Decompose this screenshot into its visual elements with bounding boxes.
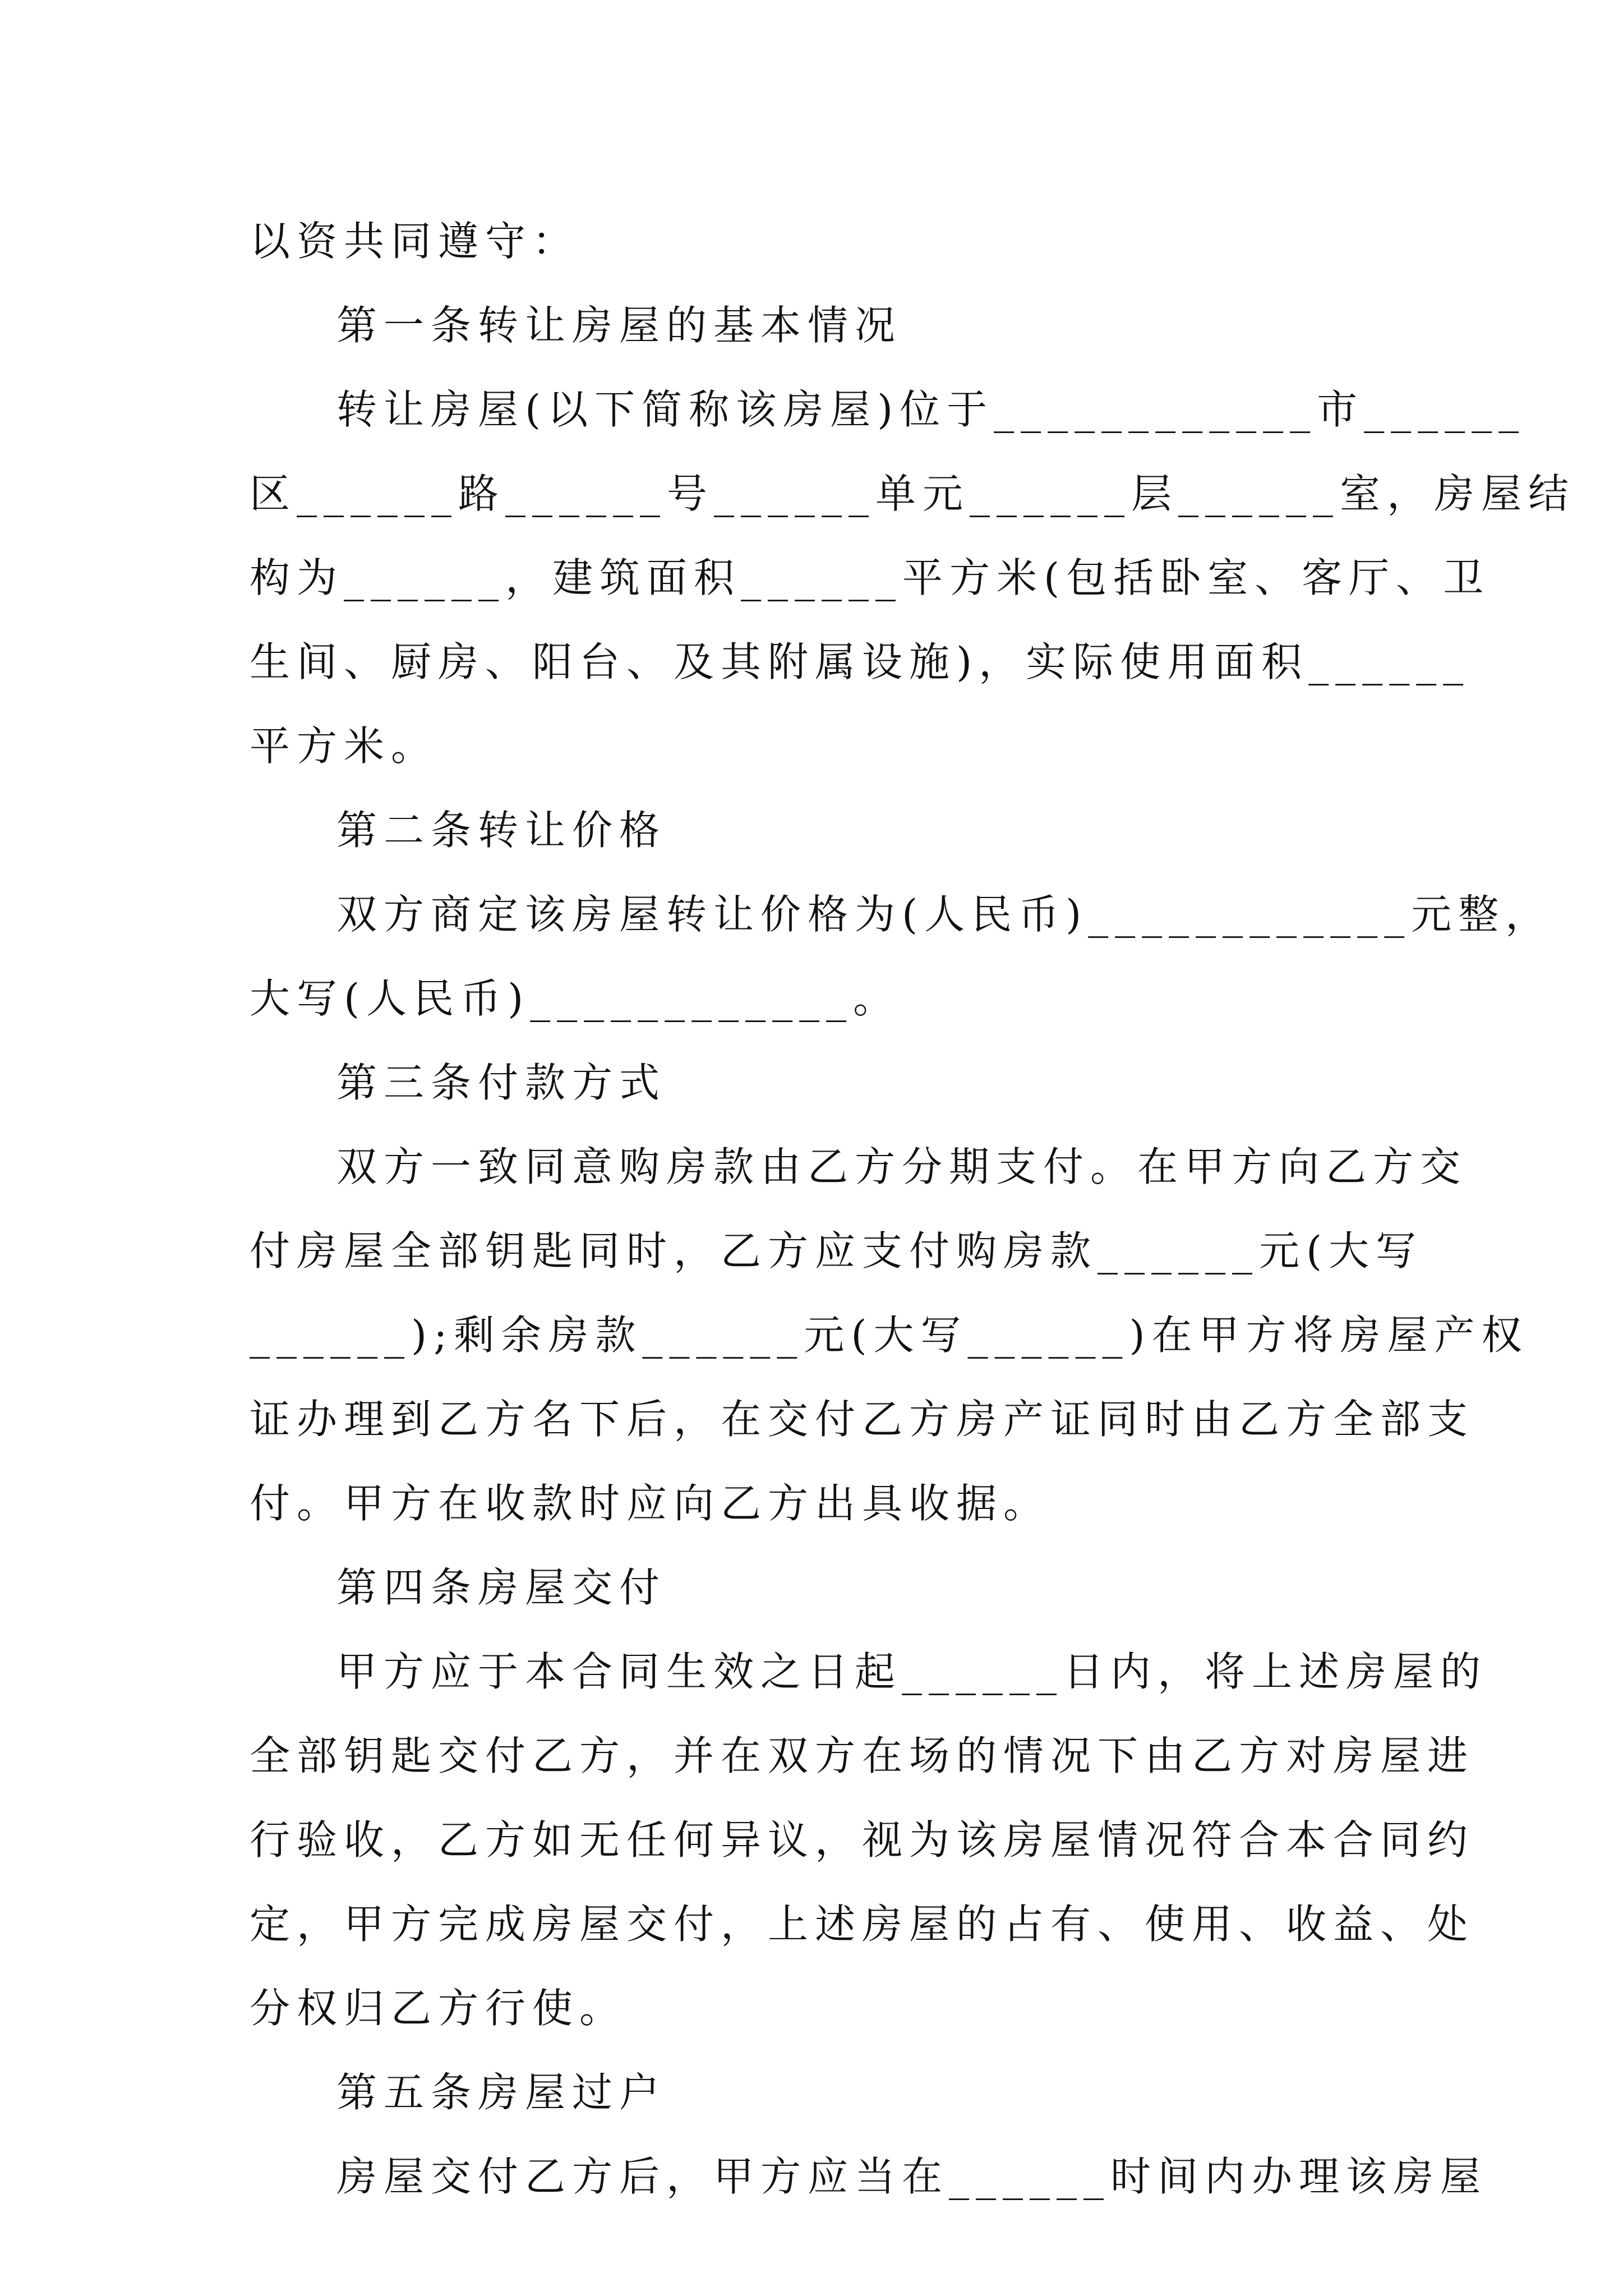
text-line: 付房屋全部钥匙同时，乙方应支付购房款______元(大写 bbox=[250, 1227, 1423, 1274]
text-line: ______);剩余房款______元(大写______)在甲方将房屋产权 bbox=[250, 1312, 1529, 1359]
text-line: 平方米。 bbox=[250, 723, 439, 770]
article-2-heading: 第二条转让价格 bbox=[336, 807, 667, 854]
text-line: 全部钥匙交付乙方，并在双方在场的情况下由乙方对房屋进 bbox=[250, 1732, 1475, 1779]
text-line: 生间、厨房、阳台、及其附属设施)，实际使用面积______ bbox=[250, 638, 1470, 685]
text-line: 以资共同遵守： bbox=[250, 218, 580, 265]
article-1-heading: 第一条转让房屋的基本情况 bbox=[336, 302, 902, 349]
text-line: 构为______，建筑面积______平方米(包括卧室、客厅、卫 bbox=[250, 554, 1491, 601]
text-line: 大写(人民币)____________。 bbox=[250, 975, 901, 1022]
text-line: 行验收，乙方如无任何异议，视为该房屋情况符合本合同约 bbox=[250, 1816, 1475, 1864]
text-line: 证办理到乙方名下后，在交付乙方房产证同时由乙方全部支 bbox=[250, 1396, 1475, 1443]
text-line: 分权归乙方行使。 bbox=[250, 1985, 627, 2032]
text-line: 双方商定该房屋转让价格为(人民币)____________元整， bbox=[336, 891, 1553, 938]
text-line: 区______路______号______单元______层______室，房屋结 bbox=[250, 470, 1576, 517]
text-line: 房屋交付乙方后，甲方应当在______时间内办理该房屋 bbox=[336, 2153, 1488, 2200]
text-line: 付。甲方在收款时应向乙方出具收据。 bbox=[250, 1480, 1051, 1527]
text-line: 转让房屋(以下简称该房屋)位于____________市______ bbox=[336, 386, 1526, 433]
text-line: 双方一致同意购房款由乙方分期支付。在甲方向乙方交 bbox=[336, 1143, 1468, 1190]
text-line: 甲方应于本合同生效之日起______日内，将上述房屋的 bbox=[336, 1648, 1488, 1695]
article-3-heading: 第三条付款方式 bbox=[336, 1059, 667, 1106]
article-5-heading: 第五条房屋过户 bbox=[336, 2069, 667, 2116]
article-4-heading: 第四条房屋交付 bbox=[336, 1564, 667, 1611]
text-line: 定，甲方完成房屋交付，上述房屋的占有、使用、收益、处 bbox=[250, 1901, 1475, 1948]
